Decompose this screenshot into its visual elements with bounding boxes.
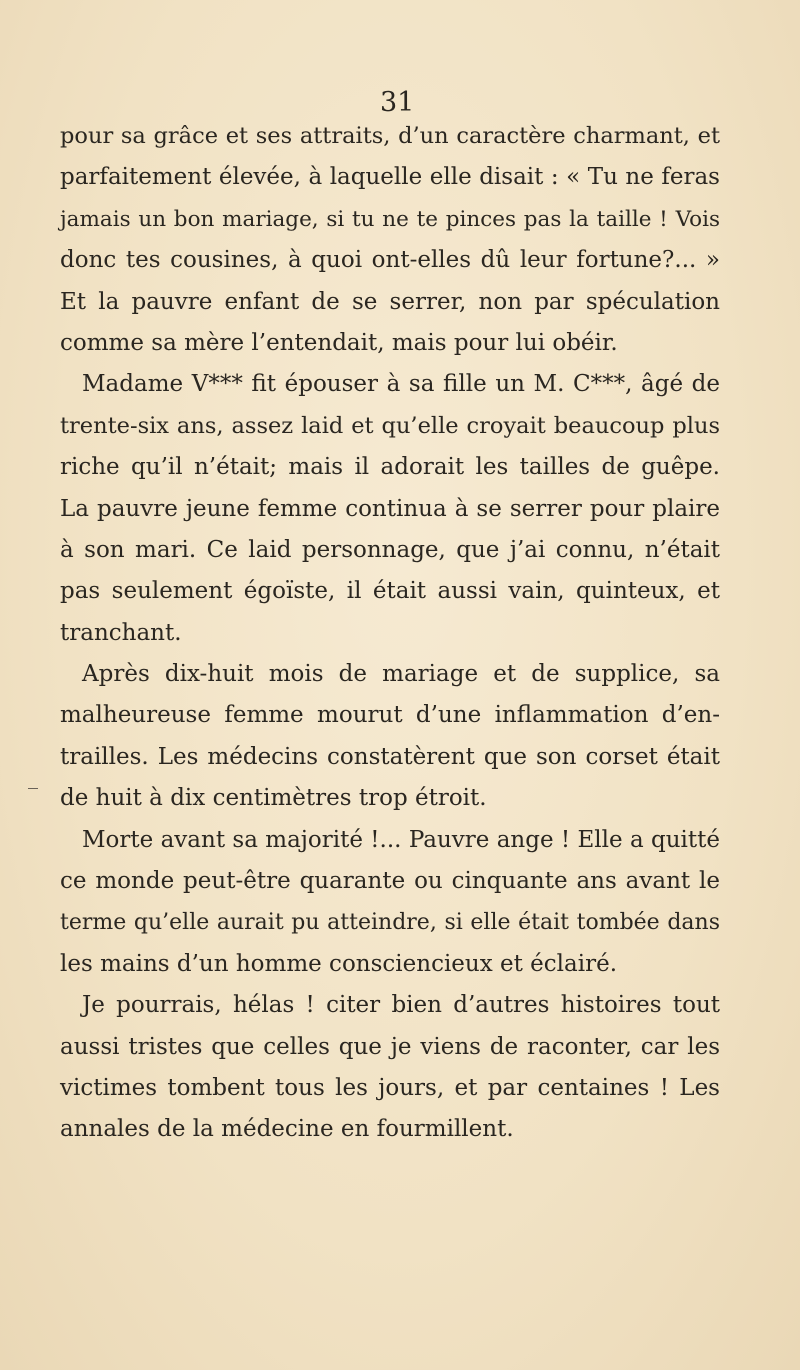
text-line: malheureuse femme mourut d’une inflammation d’en- <box>60 702 720 729</box>
text-line: trailles. Les médecins constatèrent que son corset était <box>60 743 720 770</box>
text-line: donc tes cousines, à quoi ont-elles dû leur fortune?... » <box>60 247 720 274</box>
text-line: ce monde peut-être quarante ou cinquante ans avant le <box>60 868 720 895</box>
text-line: comme sa mère l’entendait, mais pour lui obéir. <box>60 329 618 356</box>
text-line: annales de la médecine en fourmillent. <box>60 1116 514 1143</box>
page-number: 31 <box>380 87 415 118</box>
text-line: tranchant. <box>60 619 182 646</box>
text-line: aussi tristes que celles que je viens de raconter, car les <box>60 1033 720 1060</box>
text-line: Je pourrais, hélas ! citer bien d’autres histoires tout <box>82 992 720 1019</box>
text-line: Morte avant sa majorité !... Pauvre ange ! Elle a quitté <box>82 826 720 853</box>
text-line: riche qu’il n’était; mais il adorait les tailles de guêpe. <box>60 454 720 481</box>
text-line: jamais un bon mariage, si tu ne te pinces pas la taille ! Vois <box>60 206 720 232</box>
text-line: Madame V*** fit épouser à sa fille un M. C***, âgé de <box>82 371 720 398</box>
text-line: victimes tombent tous les jours, et par centaines ! Les <box>60 1074 720 1101</box>
text-line: terme qu’elle aurait pu atteindre, si elle était tombée dans <box>60 910 720 936</box>
text-line: pas seulement égoïste, il était aussi vain, quinteux, et <box>60 578 720 605</box>
text-line: les mains d’un homme consciencieux et éclairé. <box>60 950 618 977</box>
text-line: Après dix-huit mois de mariage et de supplice, sa <box>82 661 720 688</box>
text-line: trente-six ans, assez laid et qu’elle croyait beaucoup plus <box>60 412 720 439</box>
body-text <box>60 116 720 1151</box>
text-line: pour sa grâce et ses attraits, d’un caractère charmant, et <box>60 123 720 149</box>
margin-mark <box>28 788 38 789</box>
text-line: parfaitement élevée, à laquelle elle disait : « Tu ne feras <box>60 164 720 191</box>
text-line: Et la pauvre enfant de se serrer, non par spéculation <box>60 288 720 315</box>
text-line: de huit à dix centimètres trop étroit. <box>60 785 487 812</box>
text-line: La pauvre jeune femme continua à se serrer pour plaire <box>60 495 720 522</box>
text-line: à son mari. Ce laid personnage, que j’ai connu, n’était <box>60 536 720 563</box>
